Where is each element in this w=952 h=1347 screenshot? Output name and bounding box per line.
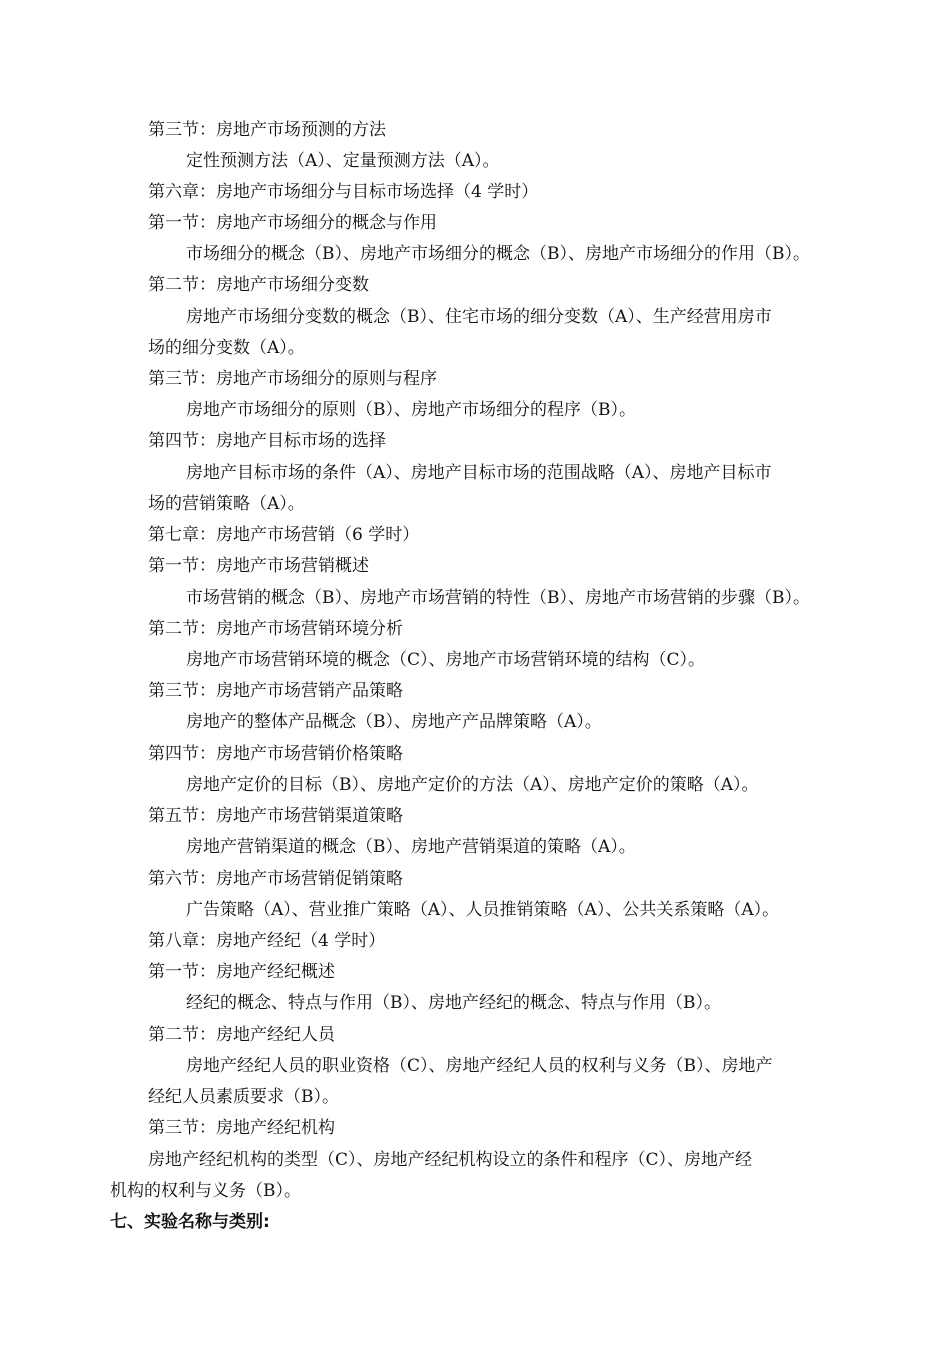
section-heading: 第一节：房地产市场细分的概念与作用	[148, 213, 437, 233]
part-heading: 七、实验名称与类别:	[110, 1212, 270, 1232]
section-heading: 第二节：房地产市场营销环境分析	[148, 619, 403, 639]
chapter-heading: 第八章：房地产经纪（4 学时）	[148, 931, 386, 951]
section-heading: 第三节：房地产市场营销产品策略	[148, 681, 403, 701]
section-heading: 第三节：房地产经纪机构	[148, 1118, 335, 1138]
section-content-continued: 场的营销策略（A）。	[148, 494, 305, 514]
section-content: 房地产目标市场的条件（A）、房地产目标市场的范围战略（A）、房地产目标市	[186, 463, 772, 483]
section-heading: 第五节：房地产市场营销渠道策略	[148, 806, 403, 826]
section-heading: 第二节：房地产经纪人员	[148, 1025, 335, 1045]
section-heading: 第一节：房地产市场营销概述	[148, 556, 369, 576]
section-content: 市场细分的概念（B）、房地产市场细分的概念（B）、房地产市场细分的作用（B）。	[186, 244, 810, 264]
section-content-continued: 经纪人员素质要求（B）。	[148, 1087, 339, 1107]
section-heading: 第三节：房地产市场细分的原则与程序	[148, 369, 437, 389]
section-content-continued: 场的细分变数（A）。	[148, 338, 305, 358]
chapter-heading: 第七章：房地产市场营销（6 学时）	[148, 525, 420, 545]
section-content: 房地产经纪机构的类型（C）、房地产经纪机构设立的条件和程序（C）、房地产经	[148, 1150, 753, 1170]
section-content: 房地产市场细分变数的概念（B）、住宅市场的细分变数（A）、生产经营用房市	[186, 307, 772, 327]
section-content: 房地产的整体产品概念（B）、房地产产品牌策略（A）。	[186, 712, 602, 732]
section-heading: 第三节：房地产市场预测的方法	[148, 120, 386, 140]
section-content: 广告策略（A）、营业推广策略（A）、人员推销策略（A）、公共关系策略（A）。	[186, 900, 780, 920]
section-heading: 第四节：房地产市场营销价格策略	[148, 744, 403, 764]
section-heading: 第一节：房地产经纪概述	[148, 962, 335, 982]
section-content: 定性预测方法（A）、定量预测方法（A）。	[186, 151, 500, 171]
section-heading: 第六节：房地产市场营销促销策略	[148, 869, 403, 889]
section-content-continued: 机构的权利与义务（B）。	[110, 1181, 301, 1201]
section-content: 房地产营销渠道的概念（B）、房地产营销渠道的策略（A）。	[186, 837, 636, 857]
section-content: 房地产市场营销环境的概念（C）、房地产市场营销环境的结构（C）。	[186, 650, 706, 670]
section-heading: 第四节：房地产目标市场的选择	[148, 431, 386, 451]
section-content: 房地产经纪人员的职业资格（C）、房地产经纪人员的权利与义务（B）、房地产	[186, 1056, 773, 1076]
section-content: 市场营销的概念（B）、房地产市场营销的特性（B）、房地产市场营销的步骤（B）。	[186, 588, 810, 608]
chapter-heading: 第六章：房地产市场细分与目标市场选择（4 学时）	[148, 182, 539, 202]
section-heading: 第二节：房地产市场细分变数	[148, 275, 369, 295]
section-content: 房地产市场细分的原则（B）、房地产市场细分的程序（B）。	[186, 400, 636, 420]
section-content: 房地产定价的目标（B）、房地产定价的方法（A）、房地产定价的策略（A）。	[186, 775, 759, 795]
section-content: 经纪的概念、特点与作用（B）、房地产经纪的概念、特点与作用（B）。	[186, 993, 721, 1013]
